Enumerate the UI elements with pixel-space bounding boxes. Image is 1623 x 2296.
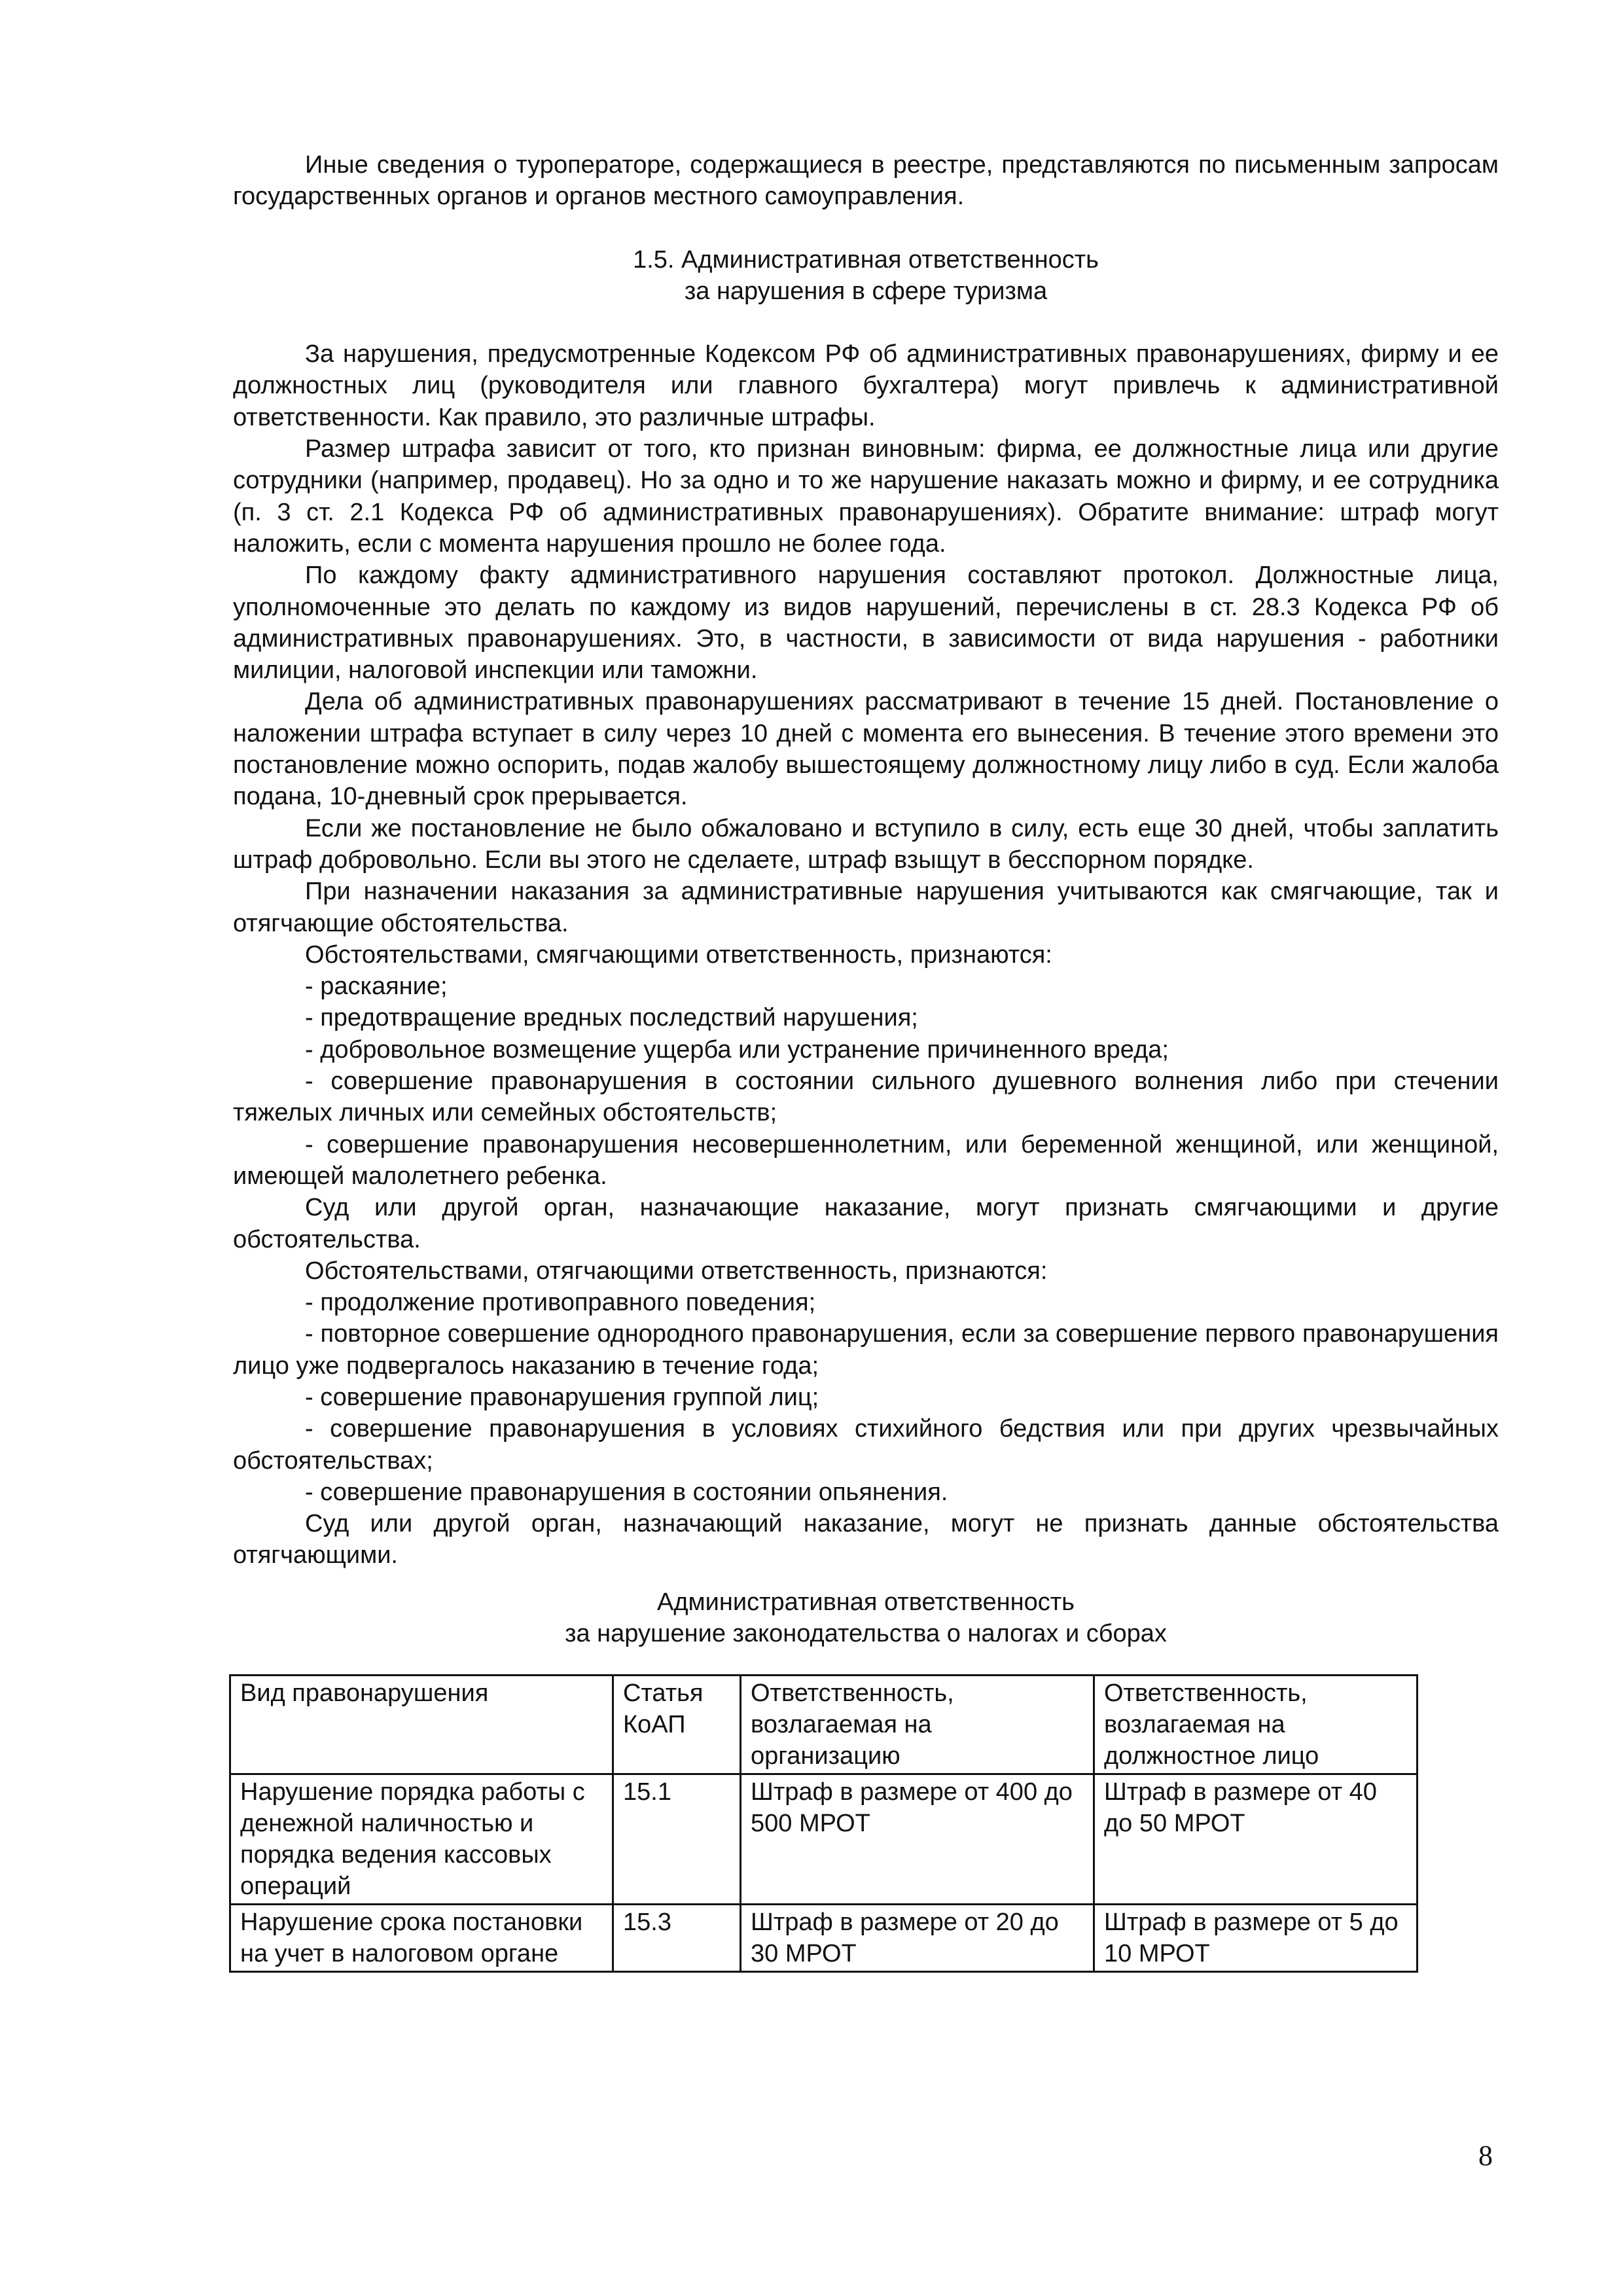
table-cell: Штраф в размере от 400 до 500 МРОТ: [741, 1774, 1094, 1905]
aggravating-item: - совершение правонарушения в условиях стихийного бедствия или при других чрезвычайных обстоятельствах;: [233, 1415, 1499, 1475]
paragraph: За нарушения, предусмотренные Кодексом РФ об административных правонарушениях, фирму и ее должностных лиц (руководителя или главного бухгалтера) могут привлечь к административной ответственности. Как правило, это различные штрафы.: [233, 340, 1499, 431]
table-header-cell: Ответственность, возлагаемая на организацию: [741, 1676, 1094, 1774]
body-text: [233, 149, 1499, 1571]
section-title-line-2: за нарушения в сфере туризма: [684, 277, 1048, 305]
mitigating-intro: Обстоятельствами, смягчающими ответственность, признаются:: [305, 941, 1052, 969]
aggravating-note: Суд или другой орган, назначающий наказание, могут не признать данные обстоятельства отягчающими.: [233, 1510, 1499, 1570]
paragraph: Если же постановление не было обжаловано и вступило в силу, есть еще 30 дней, чтобы заплатить штраф добровольно. Если вы этого не сделаете, штраф взыщут в бесспорном порядке.: [233, 814, 1499, 874]
paragraph: По каждому факту административного нарушения составляют протокол. Должностные лица, уполномоченные это делать по каждому из видов нарушений, перечислены в ст. 28.3 Кодекса РФ об административных правонарушениях. Это, в частности, в зависимости от вида нарушения - работники милиции, налоговой инспекции или таможни.: [233, 562, 1499, 685]
aggravating-item: - продолжение противоправного поведения;: [305, 1289, 816, 1317]
section-title-line-1: 1.5. Административная ответственность: [633, 245, 1099, 274]
table-header-row: [230, 1676, 1418, 1774]
table-title: [233, 1587, 1499, 1649]
paragraph: Дела об административных правонарушениях рассматривают в течение 15 дней. Постановление о наложении штрафа вступает в силу через 10 дней с момента его вынесения. В течение этого времени это постановление можно оспорить, подав жалобу вышестоящему должностному лицу либо в суд. Если жалоба подана, 10-дневный срок прерывается.: [233, 688, 1499, 811]
paragraph: При назначении наказания за административные нарушения учитываются как смягчающие, так и отягчающие обстоятельства.: [233, 878, 1499, 937]
aggravating-item: - совершение правонарушения в состоянии опьянения.: [305, 1478, 948, 1506]
paragraph: Размер штрафа зависит от того, кто признан виновным: фирма, ее должностные лица или другие сотрудники (например, продавец). Но за одно и то же нарушение наказать можно и фирму, и ее сотрудника (п. 3 ст. 2.1 Кодекса РФ об административных правонарушениях). Обратите внимание: штраф могут наложить, если с момента нарушения прошло не более года.: [233, 435, 1499, 558]
table-cell: Нарушение срока постановки на учет в налоговом органе: [230, 1905, 613, 1972]
mitigating-note: Суд или другой орган, назначающие наказание, могут признать смягчающими и другие обстоятельства.: [233, 1194, 1499, 1253]
table-header-cell: Вид правонарушения: [230, 1676, 613, 1774]
table-cell: Нарушение порядка работы с денежной наличностью и порядка ведения кассовых операций: [230, 1774, 613, 1905]
table-cell: Штраф в размере от 40 до 50 МРОТ: [1094, 1774, 1418, 1905]
table-cell: Штраф в размере от 5 до 10 МРОТ: [1094, 1905, 1418, 1972]
table-title-line-1: Административная ответственность: [657, 1588, 1075, 1616]
intro-paragraph: Иные сведения о туроператоре, содержащиеся в реестре, представляются по письменным запросам государственных органов и органов местного самоуправления.: [233, 151, 1499, 211]
aggravating-intro: Обстоятельствами, отягчающими ответственность, признаются:: [305, 1257, 1048, 1285]
table-row: [230, 1774, 1418, 1905]
table-header-cell: Статья КоАП: [613, 1676, 741, 1774]
page-number: 8: [1478, 2140, 1493, 2172]
mitigating-item: - раскаяние;: [305, 973, 448, 1001]
mitigating-item: - совершение правонарушения в состоянии сильного душевного волнения либо при стечении тяжелых личных или семейных обстоятельств;: [233, 1067, 1499, 1127]
table-cell: 15.3: [613, 1905, 741, 1972]
mitigating-item: - предотвращение вредных последствий нарушения;: [305, 1004, 918, 1032]
table-title-line-2: за нарушение законодательства о налогах и сборах: [565, 1620, 1167, 1647]
aggravating-item: - повторное совершение однородного правонарушения, если за совершение первого правонарушения лицо уже подвергалось наказанию в течение года;: [233, 1320, 1499, 1380]
mitigating-item: - совершение правонарушения несовершеннолетним, или беременной женщиной, или женщиной, имеющей малолетнего ребенка.: [233, 1130, 1499, 1190]
table-cell: Штраф в размере от 20 до 30 МРОТ: [741, 1905, 1094, 1972]
table-header-cell: Ответственность, возлагаемая на должностное лицо: [1094, 1676, 1418, 1774]
aggravating-item: - совершение правонарушения группой лиц;: [305, 1383, 819, 1411]
mitigating-item: - добровольное возмещение ущерба или устранение причиненного вреда;: [305, 1035, 1169, 1064]
table-row: [230, 1905, 1418, 1972]
fines-table: [229, 1674, 1418, 1973]
table-cell: 15.1: [613, 1774, 741, 1905]
